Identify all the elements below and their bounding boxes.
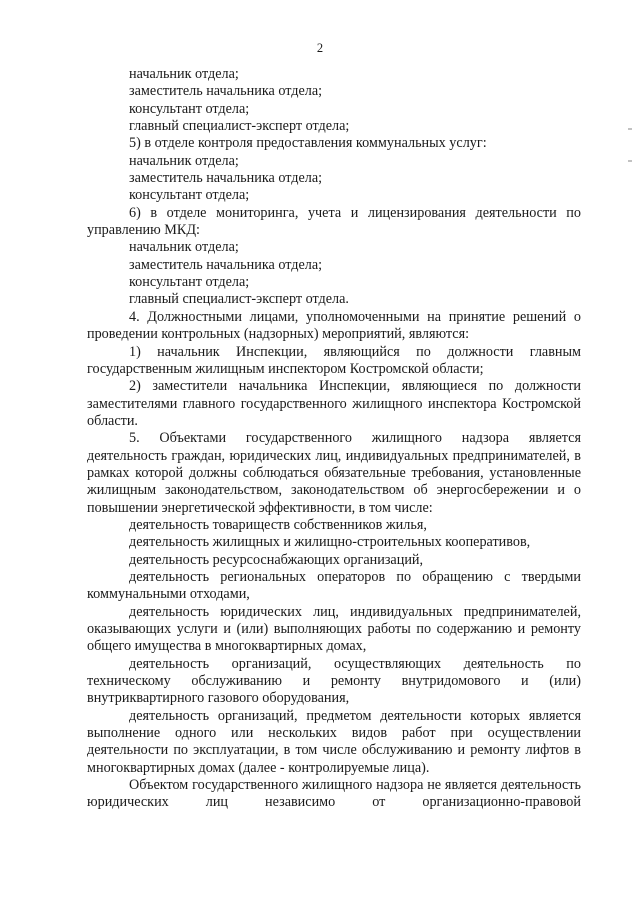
paragraph: деятельность региональных операторов по обращению с твердыми коммунальными отходами, bbox=[87, 568, 581, 603]
list-line: заместитель начальника отдела; bbox=[129, 83, 323, 100]
list-line: консультант отдела; bbox=[129, 187, 250, 204]
paragraph: 4. Должностными лицами, уполномоченными на принятие решений о проведении контрольных (надзорных) мероприятий, являются: bbox=[87, 308, 581, 343]
list-line: начальник отдела; bbox=[129, 66, 239, 82]
paragraph: Объектом государственного жилищного надзора не является деятельность юридических лиц независимо от организационно-правовой bbox=[87, 777, 581, 811]
list-line: консультант отдела; bbox=[129, 274, 250, 291]
list-line: главный специалист-эксперт отдела. bbox=[129, 291, 349, 308]
document-body bbox=[87, 66, 581, 829]
margin-mark bbox=[628, 160, 632, 162]
paragraph: деятельность юридических лиц, индивидуальных предпринимателей, оказывающих услуги и (или) выполняющих работы по содержанию и ремонту общего имущества в многоквартирных домах, bbox=[87, 603, 581, 655]
margin-mark bbox=[628, 128, 632, 130]
list-line: 5) в отделе контроля предоставления коммунальных услуг: bbox=[129, 135, 487, 152]
paragraph: 1) начальник Инспекции, являющийся по должности главным государственным жилищным инспектором Костромской области; bbox=[87, 343, 581, 377]
list-line: деятельность ресурсоснабжающих организаций, bbox=[129, 551, 424, 568]
page-number: 2 bbox=[316, 41, 324, 55]
paragraph: деятельность организаций, предметом деятельности которых является выполнение одного или нескольких видов работ при осуществлении деятельности по эксплуатации, в том числе обслуживанию и ремонту лифтов в многоквартирных домах (далее - контролируемые лица). bbox=[87, 707, 581, 776]
list-line: начальник отдела; bbox=[129, 152, 239, 169]
paragraph: 6) в отделе мониторинга, учета и лицензирования деятельности по управлению МКД: bbox=[87, 204, 581, 239]
list-line: заместитель начальника отдела; bbox=[129, 256, 323, 273]
list-line: начальник отдела; bbox=[129, 239, 239, 256]
paragraph: деятельность организаций, осуществляющих деятельность по техническому обслуживанию и ремонту внутридомового и (или) внутриквартирного газового оборудования, bbox=[87, 655, 581, 707]
paragraph: 5. Объектами государственного жилищного надзора является деятельность граждан, юридических лиц, индивидуальных предпринимателей, в рамках которой должны соблюдаться обязательные требования, установленные жилищным законодательством, законодательством об энергосбережении и о повышении энергетической эффективности, в том числе: bbox=[87, 430, 581, 516]
list-line: деятельность жилищных и жилищно-строительных кооперативов, bbox=[129, 534, 531, 551]
paragraph: 2) заместители начальника Инспекции, являющиеся по должности заместителями главного государственного жилищного инспектора Костромской области. bbox=[87, 378, 581, 429]
list-line: заместитель начальника отдела; bbox=[129, 170, 323, 187]
list-line: деятельность товариществ собственников жилья, bbox=[129, 516, 427, 533]
list-line: консультант отдела; bbox=[129, 100, 250, 117]
list-line: главный специалист-эксперт отдела; bbox=[129, 118, 350, 135]
